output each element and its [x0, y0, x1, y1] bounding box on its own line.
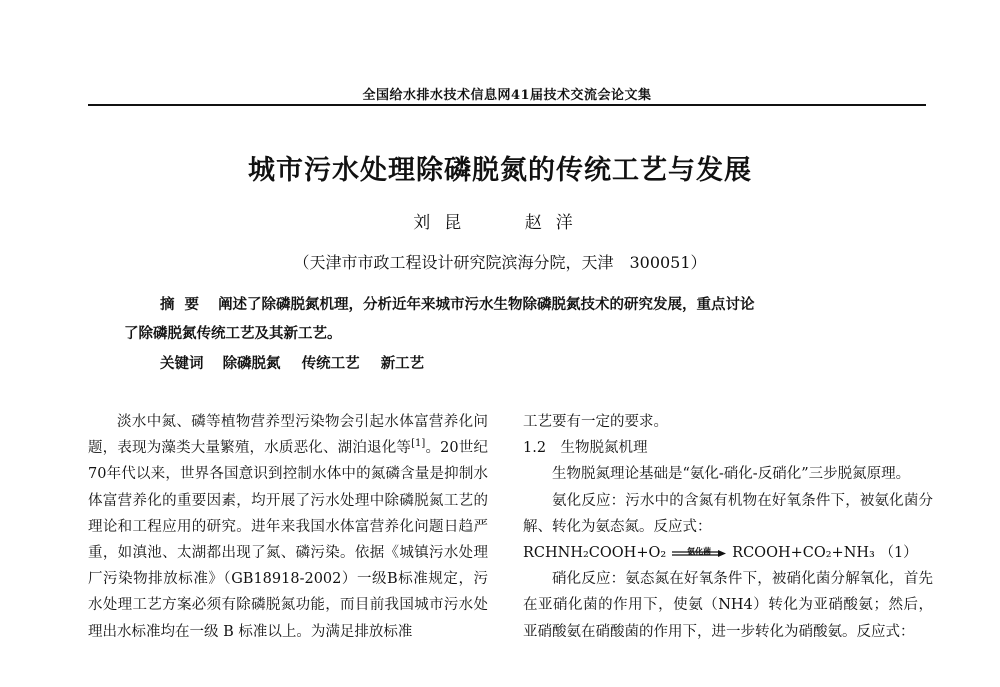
abstract-label: 摘要: [160, 296, 209, 313]
keywords: [160, 352, 900, 373]
keyword: 传统工艺: [301, 355, 360, 372]
arrow-label: 氨化菌: [687, 546, 712, 557]
paragraph-text: 。20世纪70年代以来，世界各国意识到控制水体中的氮磷含量是抑制水体富营养化的重要因素，均开展了污水处理中除磷脱氮工艺的理论和工程应用的研究。进年来我国水体富营养化问题日趋严重，如滇池、太湖都出现了氮、磷污染。依据《城镇污水处理厂污染物排放标准》（GB18918-2002）一级B标准规定，污水处理工艺方案必须有除磷脱氮功能，而目前我国城市污水处理出水标准均在一级 B 标准以上。为满足排放标准: [88, 440, 488, 640]
paragraph-text: 淡水中氮、磷等植物营养型污染物会引起水体富营养化问题，表现为藻类大量繁殖，水质恶化、湖泊退化等: [88, 414, 488, 457]
keywords-label: 关键词: [160, 355, 204, 372]
arrow-icon: [672, 550, 726, 558]
reaction-equation: [523, 540, 933, 566]
affiliation: （天津市市政工程设计研究院滨海分院，天津 300051）: [293, 253, 707, 272]
equation-reactants: RCHNH₂COOH+O₂: [523, 545, 667, 562]
equation-products: RCOOH+CO₂+NH₃: [732, 545, 875, 562]
body-paragraph: 生物脱氮理论基础是“氨化-硝化-反硝化”三步脱氮原理。: [552, 466, 911, 483]
body-paragraph: 硝化反应：氨态氮在好氧条件下，被硝化菌分解氧化，首先在亚硝化菌的作用下，使氨（NH4）转化为亚硝酸氨；然后，亚硝酸氨在硝酸菌的作用下，进一步转化为硝酸氨。反应式：: [523, 571, 933, 640]
paper-title: 城市污水处理除磷脱氮的传统工艺与发展: [248, 155, 752, 186]
header-rule: [88, 104, 926, 106]
abstract-text-cont: 了除磷脱氮传统工艺及其新工艺。: [124, 325, 342, 342]
body-paragraph: [88, 409, 488, 645]
reaction-arrow: [672, 546, 726, 560]
left-column: [88, 409, 488, 645]
section-heading: 1.2 生物脱氮机理: [523, 440, 648, 457]
equation-number: （1）: [879, 545, 918, 562]
author-name: 刘昆: [413, 213, 476, 233]
right-column: [523, 409, 933, 645]
running-header: 全国给水排水技术信息网41届技术交流会论文集: [362, 88, 652, 103]
keyword: 除磷脱氮: [222, 355, 281, 372]
abstract: [124, 290, 900, 348]
body-paragraph: 氨化反应：污水中的含氮有机物在好氧条件下，被氨化菌分解、转化为氨态氮。反应式：: [523, 492, 933, 535]
keyword: 新工艺: [380, 355, 425, 372]
citation-ref: [1]: [411, 438, 426, 450]
abstract-text: 阐述了除磷脱氮机理，分析近年来城市污水生物除磷脱氮技术的研究发展，重点讨论: [218, 296, 755, 313]
author-name: 赵洋: [524, 213, 587, 233]
author-list: [0, 208, 1000, 233]
body-paragraph-cont: 工艺要有一定的要求。: [523, 414, 668, 430]
